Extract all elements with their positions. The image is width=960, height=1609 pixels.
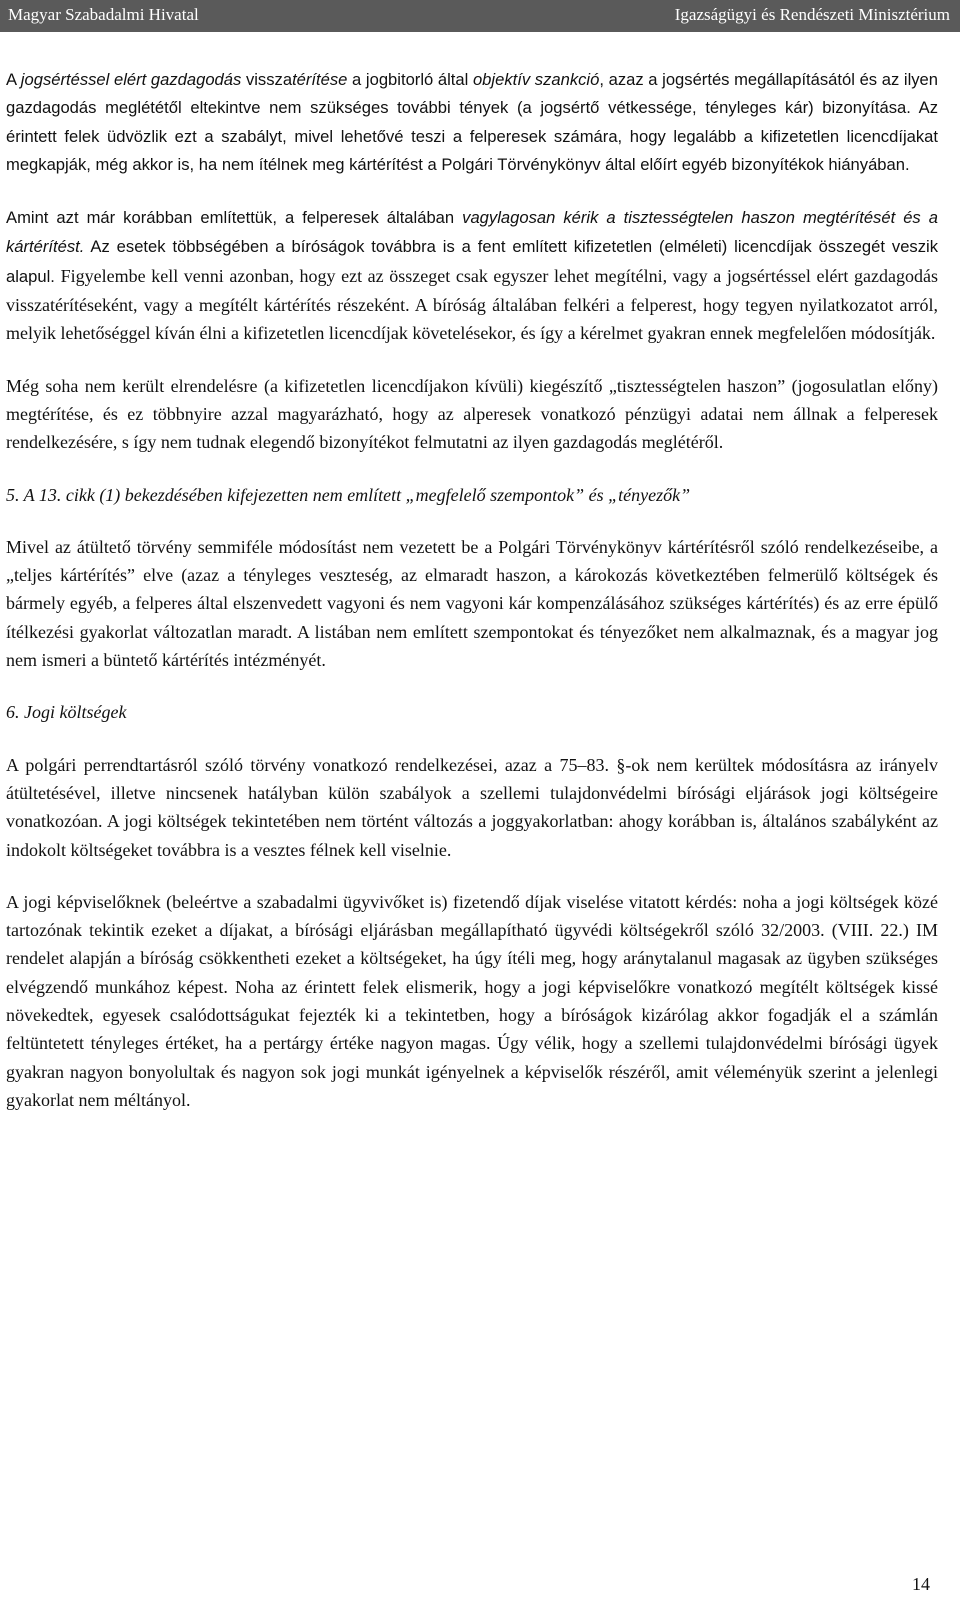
section-heading-5: 5. A 13. cikk (1) bekezdésében kifejezetten nem említett „megfelelő szempontok” és „tényezők” — [6, 484, 691, 505]
text-run: , azaz a jogsértés megállapításától és az ilyen gazdagodás meglététől eltekintve nem szükséges további tények (a jogsértő vétkessége, tényleges kár) bizonyítása. Az érintett felek üdvözlik ezt a szabályt, mivel lehetővé teszi a felperesek számára, hogy legalább a kifizetetlen licencdíjakat megkapják, még akkor is, ha nem ítélnek meg kártérítést a Polgári Törvénykönyv által előírt egyéb bizonyítékok hiányában. — [6, 70, 939, 174]
text-run: Figyelembe kell venni azonban, hogy ezt az összeget csak egyszer lehet megítélni, vagy a jogsértéssel elért gazdagodás visszatérítéseként, vagy a megítélt kártérítés részeként. A bíróság általában felkéri a felperest, hogy tegyen nyilatkozatot arról, melyik lehetőséggel kíván élni a kifizetetlen licencdíjak követelésekor, és így a kérelmet gyakran ennek megfelelően módosítják. — [6, 265, 938, 344]
italic-run: jogsértéssel elért gazdagodás — [20, 70, 242, 89]
paragraph-unjust-enrichment — [6, 66, 938, 179]
text-run: Amint azt már korábban említettük, a felperesek általában — [6, 208, 463, 228]
italic-run: vagylagosan kérik a tisztességtelen haszon megtérítését és a kártérítést. — [6, 208, 938, 257]
paragraph-civil-procedure: A polgári perrendtartásról szóló törvény vonatkozó rendelkezései, azaz a 75–83. §-ok nem kerültek módosításra az irányelv átültetésével, illetve nincsenek hatályban külön szabályok a szellemi tulajdonvédelmi bírósági eljárások jogi költségeire vonatkozóan. A jogi költségek tekintetében nem történt változás a joggyakorlatban: ahogy korábban is, általános szabályként az indokolt költségeket továbbra is a vesztes félnek kell viselnie. — [6, 754, 938, 860]
header-right-title: Igazságügyi és Rendészeti Minisztérium — [674, 5, 950, 24]
paragraph-alternative-claims — [6, 203, 938, 347]
text-run: A — [6, 70, 21, 89]
text-run: vissza — [241, 70, 293, 89]
italic-run: térítése — [292, 70, 348, 89]
page-number: 14 — [912, 1574, 930, 1594]
text-run: a jogbitorló által — [347, 70, 473, 89]
paragraph-full-compensation: Mivel az átültető törvény semmiféle módosítást nem vezetett be a Polgári Törvénykönyv kártérítésről szóló rendelkezéseibe, a „teljes kártérítés” elve (azaz a tényleges veszteség, az elmaradt haszon, a károkozás következtében felmerülő költségek és bármely egyéb, a felperes által elszenvedett vagyoni és nem vagyoni kár kompenzálásához szükséges kártérítés) és az erre épülő ítélkezési gyakorlat változatlan maradt. A listában nem említett szempontokat és tényezőket nem alkalmaznak, és a magyar jog nem ismeri a büntető kártérítés intézményét. — [6, 536, 938, 671]
header-left-title: Magyar Szabadalmi Hivatal — [8, 5, 199, 24]
section-heading-6: 6. Jogi költségek — [6, 702, 127, 723]
page-header — [0, 0, 960, 32]
document-body — [6, 66, 938, 1138]
paragraph-unfair-profit: Még soha nem került elrendelésre (a kifizetetlen licencdíjakon kívüli) kiegészítő „tisztességtelen haszon” (jogosulatlan előny) megtérítése, és ez többnyire azzal magyarázható, hogy az alperesek vonatkozó pénzügyi adatai nem állnak a felperesek rendelkezésére, s így nem tudnak elegendő bizonyítékot felmutatni az ilyen gazdagodás meglétéről. — [6, 375, 938, 453]
italic-run: objektív szankció — [472, 70, 600, 89]
paragraph-attorney-fees: A jogi képviselőknek (beleértve a szabadalmi ügyvivőket is) fizetendő díjak viselése vitatott kérdés: noha a jogi költségek közé tartozónak tekintik ezeket a díjakat, a bírósági eljárásban megállapítható ügyvédi költségekről szóló 32/2003. (VIII. 22.) IM rendelet alapján a bíróság csökkentheti ezeket a költségeket, ha úgy ítéli meg, hogy aránytalanul magasak az ügyben szükséges elvégzendő munkához képest. Noha az érintett felek elismerik, hogy a jogi képviselőkre vonatkozó megítélt költségek kissé növekedtek, egyesek csalódottságukat fejezték ki a tekintetben, hogy a bíróságok kizárólag akkor fogadják el a számlán feltüntetett tényleges értéket, ha a pertárgy értéke nagyon magas. Úgy vélik, hogy a szellemi tulajdonvédelmi bírósági ügyek gyakran nagyon bonyolultak és nagyon sok jogi munkát igényelnek a képviselők részéről, amit véleményük szerint a jelenlegi gyakorlat nem méltányol. — [6, 891, 938, 1110]
text-run: Az esetek többségében a bíróságok továbbra is a fent említett kifizetetlen (elméleti) licencdíjak összegét veszik alapul. — [6, 237, 938, 286]
